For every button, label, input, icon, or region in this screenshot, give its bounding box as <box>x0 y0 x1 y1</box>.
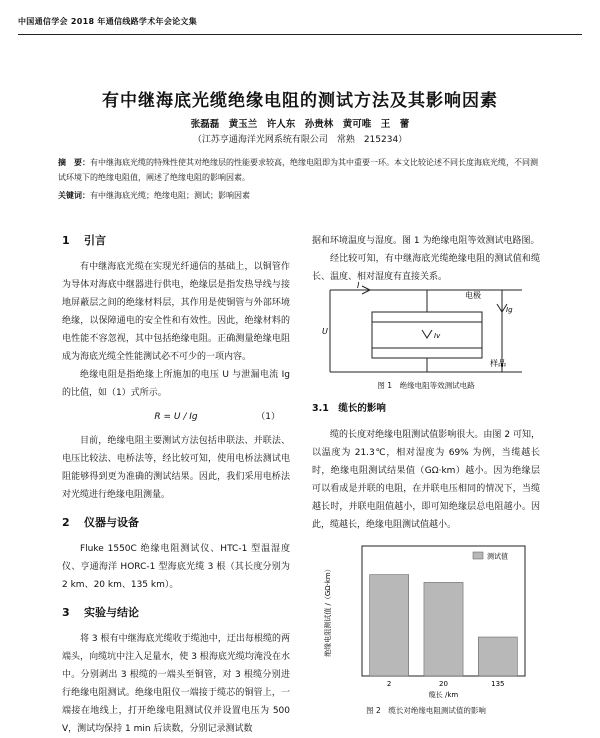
experiment-paragraph-1: 将 3 根有中继海底光缆收于缆池中，迂出每根缆的两端头，向缆坑中注入足量水，使 3 根海底光缆均淹没在水中。分别剥出 3 根缆的一端头至铜管，对 3 根缆分别进行绝缘电阻测试。绝缘电阻仪一端接于缆芯的铜管上，一端接在地线上，打开绝缘电阻测试仪并设置电压为 500 V，测试均保持 1 min 后读数，分别记录测试数 <box>62 634 290 734</box>
x-tick-label-135: 135 <box>491 680 505 688</box>
x-tick-label-2: 2 <box>386 680 392 688</box>
label-Ig: Ig <box>506 306 513 314</box>
label-U: U <box>322 327 328 336</box>
figure-2-caption: 图 2 缆长对绝缘电阻测试值的影响 <box>366 706 486 715</box>
abstract-text: 有中继海底光缆的特殊性使其对绝缘层的性能要求较高，绝缘电阻即为其中重要一环。本文比较论述不同长度海底光缆，不同测试环境下的绝缘电阻值，阐述了绝缘电阻的影响因素。 <box>58 158 538 182</box>
affiliation: （江苏亨通海洋光网系统有限公司 常熟 215234） <box>192 135 408 145</box>
figure-1-caption: 图 1 绝缘电阻等效测试电路 <box>377 381 475 390</box>
figure-2-bar-chart <box>320 536 535 701</box>
section-experiment-heading: 3 实验与结论 <box>62 606 139 619</box>
right-column-bottom <box>312 400 540 534</box>
y-axis-label: 绝缘电阻测试值 /（GΩ·km） <box>324 565 332 657</box>
keywords <box>58 190 542 201</box>
section-intro-heading: 1 引言 <box>62 234 106 247</box>
x-tick-label-20: 20 <box>439 680 448 688</box>
legend-label: 测试值 <box>487 552 508 561</box>
abstract <box>58 155 542 185</box>
right-column-top <box>312 232 540 286</box>
label-I: I <box>357 282 360 290</box>
label-Iv: Iv <box>434 332 441 340</box>
label-electrode: 电极 <box>465 291 481 300</box>
formula-1: R = U / Ig （1） <box>154 412 280 422</box>
authors: 张磊磊 黄玉兰 许人东 孙贵林 黄可唯 王 蕾 <box>190 119 410 130</box>
header-rule <box>18 34 582 35</box>
subsection-3-1-heading: 3.1 缆长的影响 <box>312 403 386 414</box>
legend-swatch <box>473 552 483 559</box>
running-header: 中国通信学会 2018 年通信线路学术年会论文集 <box>18 17 198 26</box>
abstract-label: 摘 要： <box>58 158 90 167</box>
intro-paragraph-1: 有中继海底光缆在实现光纤通信的基础上，以铜管作为导体对海底中继器进行供电，绝缘层是指发热导线与接地屏蔽层之间的绝缘材料层，其作用是使铜管与外部环境绝缘，以保障通电的安全性和有效性。因此，绝缘材料的电性能不容忽视，其中包括绝缘电阻。正确测量绝缘电阻成为海底光缆全性能测试必不可少的一项内容。 <box>62 262 290 362</box>
paper-title: 有中继海底光缆绝缘电阻的测试方法及其影响因素 <box>102 91 498 111</box>
keywords-label: 关键词： <box>58 191 90 200</box>
figure-1-circuit <box>322 282 532 380</box>
bar-2 <box>370 575 409 676</box>
intro-paragraph-2: 绝缘电阻是指绝缘上所施加的电压 U 与泄漏电流 Ig 的比值，如（1）式所示。 <box>62 370 290 398</box>
left-column <box>62 232 290 738</box>
label-sample: 样品 <box>490 359 506 368</box>
experiment-paragraph-2: 经比较可知，有中继海底光缆绝缘电阻的测试值和缆长、温度、相对湿度有直接关系。 <box>312 254 540 282</box>
section-equipment-heading: 2 仪器与设备 <box>62 516 139 529</box>
equipment-paragraph: Fluke 1550C 绝缘电阻测试仪、HTC-1 型温湿度仪、亨通海洋 HORC-1 型海底光缆 3 根（其长度分别为 2 km、20 km、135 km）。 <box>62 544 290 590</box>
bar-20 <box>424 582 463 676</box>
keywords-text: 有中继海底光缆；绝缘电阻；测试；影响因素 <box>90 191 250 200</box>
bar-135 <box>478 637 517 676</box>
x-axis-label: 缆长 /km <box>428 691 459 699</box>
experiment-paragraph-1-cont: 据和环境温度与湿度。图 1 为绝缘电阻等效测试电路图。 <box>312 236 540 246</box>
subsection-3-1-paragraph: 缆的长度对绝缘电阻测试值影响很大。由图 2 可知，以温度为 21.3℃，相对湿度为 69% 为例，当缆越长时，绝缘电阻测试结果值（GΩ·km）越小。因为绝缘层可以看成是并联的电阻，在并联电压相同的情况下，当缆越长时，并联电阻值越小，即可知绝缘层总电阻越小。因此，缆越长，绝缘电阻测试值越小。 <box>312 430 540 530</box>
intro-paragraph-3: 目前，绝缘电阻主要测试方法包括串联法、并联法、电压比较法、电桥法等，经比较可知，使用电桥法测试电阻能够得到更为准确的测试结果。因此，我们采用电桥法对光缆进行绝缘电阻测量。 <box>62 436 290 500</box>
